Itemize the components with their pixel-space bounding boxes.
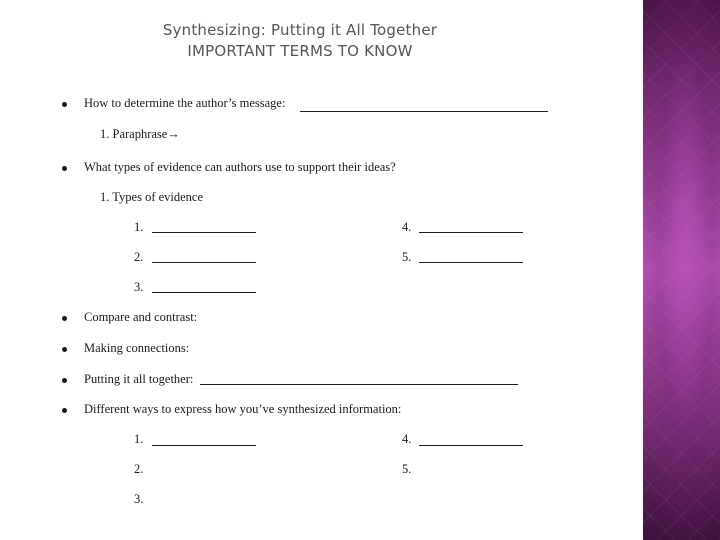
- page-title: Synthesizing: Putting it All Together: [162, 21, 438, 39]
- evidence-answer-line[interactable]: [419, 232, 523, 233]
- putting-together-answer-line[interactable]: [200, 384, 518, 385]
- evidence-item-number: 1.: [134, 220, 144, 234]
- making-connections-prompt: Making connections:: [84, 341, 190, 355]
- putting-together-prompt: Putting it all together:: [84, 372, 194, 386]
- paraphrase-label: 1. Paraphrase→: [100, 127, 180, 141]
- bullet-icon: [62, 316, 67, 321]
- bullet-icon: [62, 378, 67, 383]
- bullet-icon: [62, 166, 67, 171]
- evidence-item-number: 3.: [134, 280, 144, 294]
- types-of-evidence-label: 1. Types of evidence: [100, 190, 204, 204]
- evidence-answer-line[interactable]: [419, 262, 523, 263]
- synthesis-ways-prompt: Different ways to express how you’ve synthesized information:: [84, 402, 402, 416]
- synthesis-answer-line[interactable]: [419, 445, 523, 446]
- author-message-prompt: How to determine the author’s message:: [84, 96, 286, 110]
- author-message-answer-line[interactable]: [300, 111, 548, 112]
- synthesis-answer-line[interactable]: [152, 445, 256, 446]
- evidence-item-number: 4.: [402, 220, 412, 234]
- evidence-types-prompt: What types of evidence can authors use to support their ideas?: [84, 160, 396, 174]
- page-subtitle: IMPORTANT TERMS TO KNOW: [187, 42, 413, 60]
- evidence-answer-line[interactable]: [152, 232, 256, 233]
- synthesis-item-number: 2.: [134, 462, 144, 476]
- synthesis-item-number: 4.: [402, 432, 412, 446]
- synthesis-item-number: 1.: [134, 432, 144, 446]
- compare-contrast-prompt: Compare and contrast:: [84, 310, 198, 324]
- bullet-icon: [62, 102, 67, 107]
- evidence-item-number: 2.: [134, 250, 144, 264]
- bullet-icon: [62, 408, 67, 413]
- synthesis-item-number: 3.: [134, 492, 144, 506]
- evidence-item-number: 5.: [402, 250, 412, 264]
- synthesis-item-number: 5.: [402, 462, 412, 476]
- evidence-answer-line[interactable]: [152, 292, 256, 293]
- evidence-answer-line[interactable]: [152, 262, 256, 263]
- bullet-icon: [62, 347, 67, 352]
- decorative-side-panel: [643, 0, 720, 540]
